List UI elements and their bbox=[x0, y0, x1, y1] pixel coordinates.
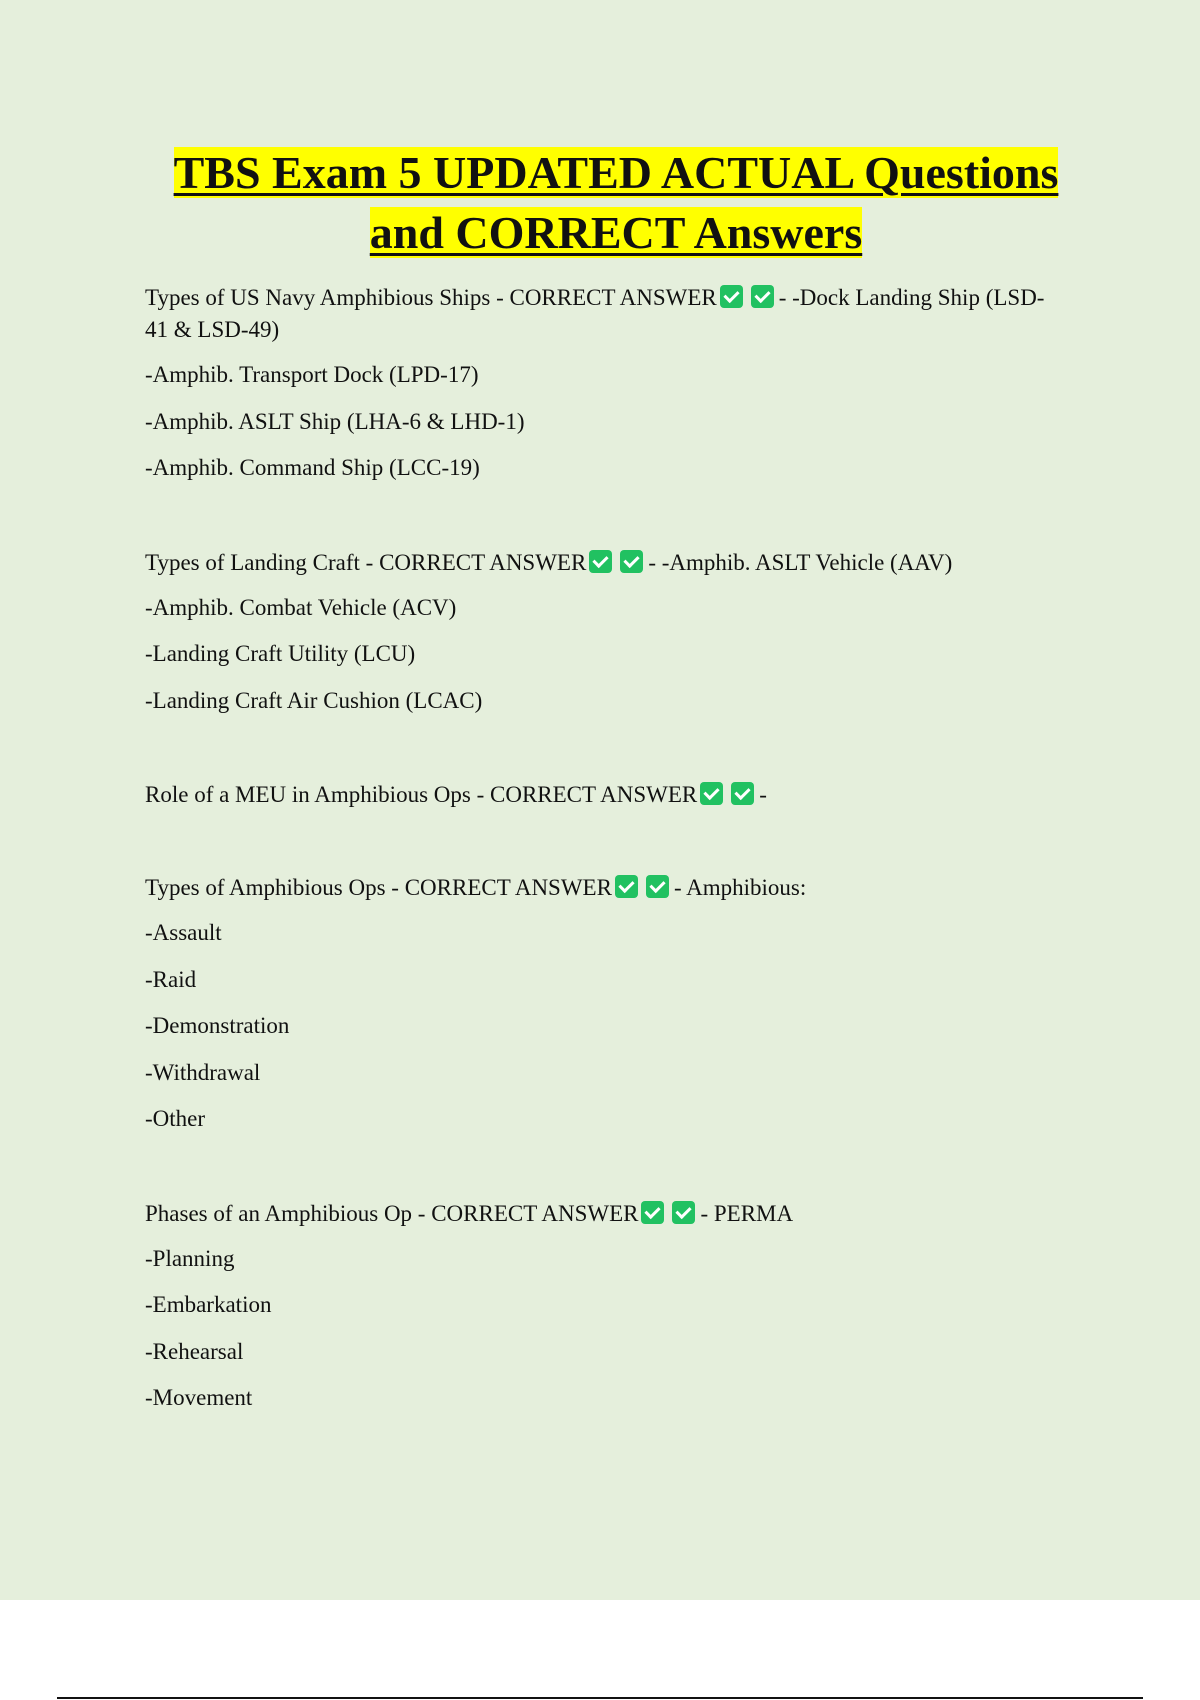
qa-content bbox=[145, 282, 1045, 1429]
answer-item: -Planning bbox=[145, 1245, 235, 1271]
answer-item: -Rehearsal bbox=[145, 1338, 244, 1364]
qa-block-landing-craft bbox=[145, 547, 1045, 717]
question-line bbox=[145, 872, 1045, 904]
question-line bbox=[145, 1198, 1045, 1230]
qa-block-ship-types bbox=[145, 282, 1045, 484]
check-mark-icon bbox=[646, 875, 669, 898]
question-text: Types of US Navy Amphibious Ships - CORRECT ANSWER bbox=[145, 285, 717, 310]
document-title bbox=[140, 143, 1092, 263]
answer-item: -Landing Craft Utility (LCU) bbox=[145, 641, 416, 666]
answer-item: -Landing Craft Air Cushion (LCAC) bbox=[145, 687, 483, 713]
check-mark-icon bbox=[672, 1201, 695, 1224]
answer-item: -Embarkation bbox=[145, 1292, 272, 1317]
answer-lead: - -Dock Landing Ship (LSD-41 & LSD-49) bbox=[145, 285, 1045, 342]
check-mark-icon bbox=[720, 285, 743, 308]
question-line bbox=[145, 282, 1045, 346]
qa-block-amphibious-ops bbox=[145, 872, 1045, 1135]
question-line bbox=[145, 779, 1045, 811]
question-text: Phases of an Amphibious Op - CORRECT ANSWER bbox=[145, 1200, 639, 1226]
answer-lead: - Amphibious: bbox=[673, 875, 807, 900]
title-line-2: and CORRECT Answers bbox=[369, 207, 863, 258]
answer-item: -Amphib. Transport Dock (LPD-17) bbox=[145, 362, 479, 387]
check-mark-icon bbox=[615, 875, 638, 898]
answer-item: -Amphib. ASLT Ship (LHA-6 & LHD-1) bbox=[145, 408, 525, 434]
answer-lead: - -Amphib. ASLT Vehicle (AAV) bbox=[648, 549, 953, 575]
footer-divider bbox=[57, 1697, 1143, 1699]
answer-lead: - PERMA bbox=[700, 1200, 794, 1226]
answer-item: -Assault bbox=[145, 920, 222, 945]
answer-item: -Withdrawal bbox=[145, 1059, 261, 1085]
question-text: Types of Amphibious Ops - CORRECT ANSWER bbox=[145, 875, 612, 900]
qa-block-meu-role bbox=[145, 779, 1045, 811]
check-mark-icon bbox=[751, 285, 774, 308]
title-line-1: TBS Exam 5 UPDATED ACTUAL Questions bbox=[173, 147, 1059, 198]
check-mark-icon bbox=[589, 550, 612, 573]
answer-item: -Other bbox=[145, 1106, 206, 1131]
question-text: Types of Landing Craft - CORRECT ANSWER bbox=[145, 549, 587, 575]
answer-lead: - bbox=[759, 782, 767, 807]
answer-item: -Amphib. Command Ship (LCC-19) bbox=[145, 455, 480, 480]
check-mark-icon bbox=[700, 782, 723, 805]
check-mark-icon bbox=[731, 782, 754, 805]
answer-item: -Demonstration bbox=[145, 1013, 290, 1038]
answer-item: -Raid bbox=[145, 966, 197, 992]
answer-item: -Movement bbox=[145, 1385, 253, 1410]
check-mark-icon bbox=[620, 550, 643, 573]
question-text: Role of a MEU in Amphibious Ops - CORRECT ANSWER bbox=[145, 782, 698, 807]
qa-block-phases bbox=[145, 1198, 1045, 1415]
check-mark-icon bbox=[641, 1201, 664, 1224]
question-line bbox=[145, 547, 1045, 579]
answer-item: -Amphib. Combat Vehicle (ACV) bbox=[145, 594, 457, 620]
